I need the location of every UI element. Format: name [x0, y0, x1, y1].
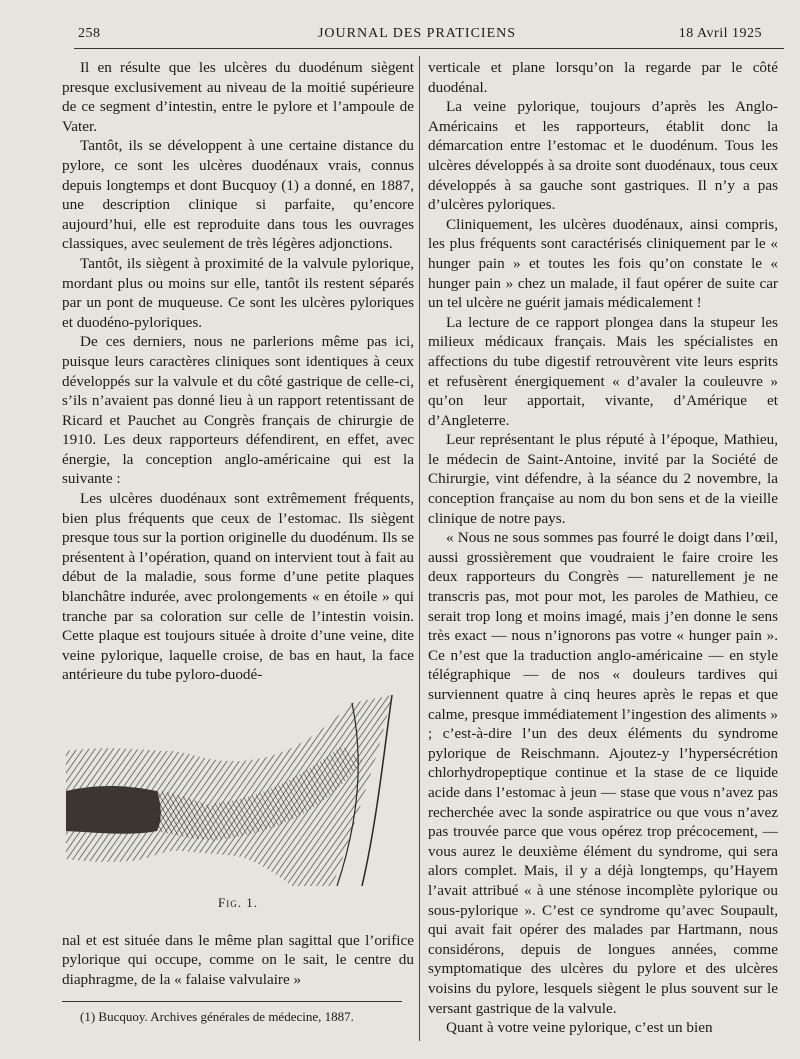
page-number: 258: [78, 26, 101, 41]
paragraph: Cliniquement, les ulcères duodénaux, ainsi compris, les plus fréquents sont caractérisés cliniquement par le « hunger pain » et toutes les fois qu’on constate le « hunger pain » chez un malade, il faut opérer de suite car un tel ulcère ne guérit jamais médicalement !: [428, 215, 778, 312]
paragraph: La lecture de ce rapport plongea dans la stupeur les milieux médicaux français. Mais les spécialistes en affections du tube digestif retrouvèrent vite leurs esprits et refusèrent énergiquement « d’avaler la couleuvre » qu’on leur apportait, vivante, d’Amérique et d’Angleterre.: [428, 313, 778, 429]
paragraph: Quant à votre veine pylorique, c’est un bien: [446, 1019, 713, 1037]
paragraph: verticale et plane lorsqu’on la regarde par le côté duodénal.: [428, 59, 778, 96]
figure-caption: Fig. 1.: [218, 895, 258, 910]
pylorus-duodenum-drawing: [62, 691, 414, 891]
issue-date: 18 Avril 1925: [678, 26, 762, 41]
paragraph: Tantôt, ils siègent à proximité de la valvule pylorique, mordant plus ou moins sur elle, tantôt ils restent séparés par un pont de muqueuse. Ce sont les ulcères pyloriques et duodéno-pyloriques.: [62, 254, 414, 331]
anatomical-figure: [62, 691, 414, 891]
paragraph: nal et est située dans le même plan sagittal que l’orifice pylorique qui occupe, comme on le sait, le centre du diaphragme, de la « falaise valvulaire »: [62, 931, 414, 988]
running-header: [62, 26, 772, 46]
paragraph: Les ulcères duodénaux sont extrêmement fréquents, bien plus fréquents que ceux de l’estomac. Ils siègent presque tous sur la portion originelle du duodénum. Ils se présentent à l’opération, quand on intervient tout à fait au début de la maladie, sous forme d’une petite plaques blanchâtre indurée, avec prolongements « en étoile » qui tranche par sa coloration sur celle de l’intestin voisin. Cette plaque est toujours située à droite d’une veine, dite veine pylorique, laquelle croise, de bas en haut, la face antérieure du tube pyloro-duodé-: [62, 490, 414, 684]
header-rule: [74, 48, 784, 49]
paragraph: De ces derniers, nous ne parlerions même pas ici, puisque leurs caractères cliniques sont identiques à ceux développés sur la valvule et du côté gastrique de celle-ci, s’ils n’avaient pas donné lieu à un rapport retentissant de Ricard et Pauchet au Congrès français de chirurgie de 1910. Les deux rapporteurs défendirent, en effet, avec énergie, la conception anglo-américaine qui est la suivante :: [62, 333, 414, 488]
paragraph: Tantôt, ils se développent à une certaine distance du pylore, ce sont les ulcères duodénaux vrais, connus depuis longtemps et dont Bucquoy (1) a donné, en 1887, une description clinique si parfaite, qu’encore aujourd’hui, elle est reproduite dans tous les ouvrages classiques, avec seulement de très légères adjonctions.: [62, 137, 414, 253]
footnote: (1) Bucquoy. Archives générales de médecine, 1887.: [80, 1009, 354, 1025]
paragraph: Il en résulte que les ulcères du duodénum siègent presque exclusivement au niveau de la moitié supérieure de ce segment d’intestin, entre le pylore et l’ampoule de Vater.: [62, 59, 414, 135]
paragraph: « Nous ne sous sommes pas fourré le doigt dans l’œil, aussi grossièrement que voudraient le faire croire les deux rapporteurs du Congrès — naturellement je ne transcris pas, mot pour mot, les paroles de Mathieu, ce serait trop long et moins imagé, mais j’en donne le sens très exact — nous n’ignorons pas votre « hunger pain ». Ce n’est que la traduction anglo-américaine — en style télégraphique — de nos « douleurs tardives qui surviennent quatre à cinq heures après le repas et que calme, presque immédiatement l’ingestion des aliments » ; c’est-à-dire l’un des deux éléments du syndrome pylorique de Reischmann. Ajoutez-y l’hypersécrétion chlorhydropeptique continue et la stase de ce liquide acide dans l’estomac à jeun — stase que vous n’avez pas recherchée avec la sonde aspiratrice ou que vous n’avez pas trouvée parce que vous opérez trop précocement, — vous aurez le deuxième élément du syndrome, qui sera alors complet. Mais, il y a déjà longtemps, qu’Hayem l’avait attribué « à une sténose incomplète pylorique ou sous-pylorique ». C’est ce syndrome qu’avec Soupault, qui avait fait opérer des malades par Hartmann, nous considérons, depuis de longues années, comme symptomatique des ulcères du pylore et des ulcères voisins du pylore, lesquels siègent le plus souvent sur le versant gastrique de la valvule.: [428, 529, 778, 1017]
journal-title: JOURNAL DES PRATICIENS: [317, 26, 517, 41]
paragraph: Leur représentant le plus réputé à l’époque, Mathieu, le médecin de Saint-Antoine, invité par la Société de Chirurgie, vint défendre, à la séance du 2 novembre, la conception française au nom du bon sens et de la vieille clinique de notre pays.: [428, 431, 778, 527]
paragraph: La veine pylorique, toujours d’après les Anglo-Américains et les rapporteurs, établit donc la démarcation entre l’estomac et le duodénum. Tous les ulcères développés à sa droite sont duodénaux, tous ceux développés à sa gauche sont gastriques. Il n’y a pas d’ulcères pyloriques.: [428, 98, 778, 214]
footnote-rule: [62, 1001, 402, 1002]
left-column: [62, 58, 414, 1025]
column-divider: [419, 56, 420, 1041]
right-column: [428, 58, 778, 1038]
